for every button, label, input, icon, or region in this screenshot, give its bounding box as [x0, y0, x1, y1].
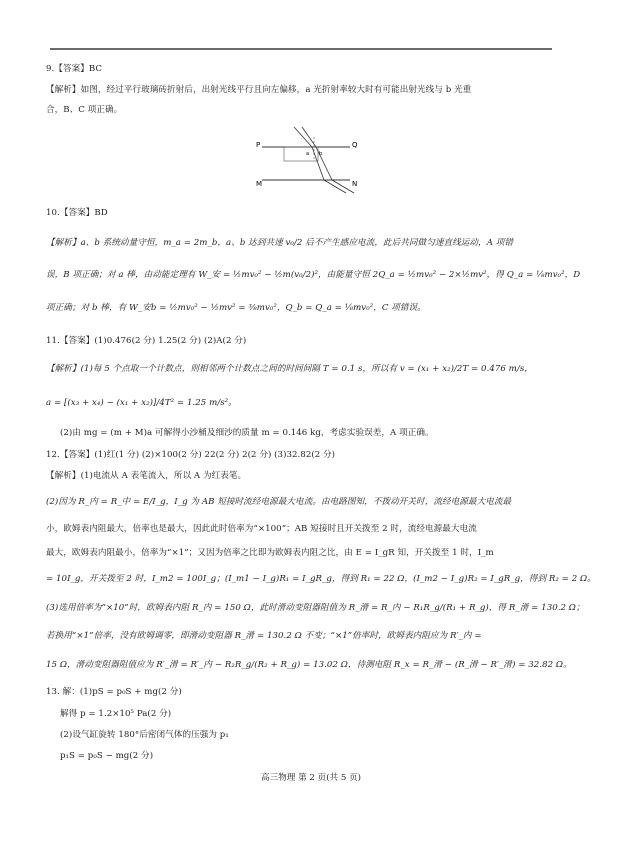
solution-13-d: p₁S = p₀S − mg(2 分) [60, 751, 154, 761]
analysis-12-d: 最大，欧姆表内阻最小，倍率为“×1”；又因为倍率之比即为欧姆表内阻之比，由 E = I_gR 知，开关拨至 1 时，I_m [46, 548, 494, 558]
analysis-9-b: 合，B、C 项正确。 [46, 105, 123, 115]
analysis-12-g: 若换用“×1”倍率，没有欧姆调零，即滑动变阻器 R_滑 = 130.2 Ω 不变；“×1”倍率时，欧姆表内阻应为 R′_内 = [46, 631, 482, 641]
analysis-10-c: 项正确；对 b 棒，有 W_安b = ½mv₀² − ½mv² = ⅜mv₀²，Q_b = Q_a = ⅛mv₀²，C 项错误。 [46, 303, 426, 313]
analysis-12-c: 小，欧姆表内阻最大，倍率也是最大，因此此时倍率为“×100”；AB 短接时且开关拨至 2 时，流经电源最大电流 [46, 524, 477, 534]
analysis-12-e: = 10I_g，开关拨至 2 时，I_m2 = 100I_g；(I_m1 − I_g)R₁ = I_gR_g，得到 R₁ = 22 Ω，(I_m2 − I_g)R₂ = I_gR_g，得到 R₂ = 2 Ω。 [46, 574, 596, 584]
analysis-12-h: 15 Ω，滑动变阻器阻值应为 R′_滑 = R′_内 − R₂R_g/(R₂ + R_g) = 13.02 Ω，待测电阻 R_x = R_滑 − (R_滑 − R′_滑) = 32.82 Ω。 [46, 660, 572, 670]
label-m: M [256, 180, 263, 188]
top-rule [50, 48, 552, 50]
answer-9: 9.【答案】BC [46, 64, 103, 74]
solution-13-b: 解得 p = 1.2×10⁵ Pa(2 分) [60, 709, 172, 719]
analysis-9: 【解析】如图，经过平行玻璃砖折射后，出射光线平行且向左偏移，a 光折射率较大时有可能出射光线与 b 光重 [46, 85, 472, 95]
page-footer: 高三物理 第 2 页(共 5 页) [260, 773, 362, 783]
answer-12: 12.【答案】(1)红(1 分) (2)×100(2 分) 22(2 分) 2(2 分) (3)32.82(2 分) [46, 450, 336, 460]
analysis-11-b: a = [(x₃ + x₄) − (x₁ + x₂)]/4T² = 1.25 m/s²。 [46, 398, 237, 408]
solution-13-c: (2)设气缸旋转 180°后密闭气体的压强为 p₁ [60, 730, 229, 740]
analysis-10: 【解析】a、b 系统动量守恒，m_a = 2m_b，a、b 达到共速 v₀/2 后不产生感应电流，此后共同做匀速直线运动，A 项错 [46, 238, 514, 248]
analysis-11: 【解析】(1)每 5 个点取一个计数点，则相邻两个计数点之间的时间间隔 T = 0.1 s，所以有 v = (x₁ + x₂)/2T = 0.476 m/s， [46, 364, 533, 374]
analysis-12-b: (2)因为 R_内 = R_中 = E/I_g，I_g 为 AB 短接时流经电源最大电流。由电路图知，不拨动开关时，流经电源最大电流最 [46, 497, 512, 507]
analysis-12: 【解析】(1)电流从 A 表笔流入，所以 A 为红表笔。 [46, 471, 247, 481]
answer-10: 10.【答案】BD [46, 208, 108, 218]
analysis-11-c: (2)由 mg = (m + M)a 可解得小沙桶及细沙的质量 m = 0.146 kg，考虑实验误差，A 项正确。 [60, 428, 434, 438]
answer-11: 11.【答案】(1)0.476(2 分) 1.25(2 分) (2)A(2 分) [46, 336, 247, 346]
label-n: N [352, 180, 358, 188]
glass-slab-diagram [254, 125, 364, 195]
label-a: a [306, 151, 310, 157]
analysis-10-b: 误，B 项正确；对 a 棒，由动能定理有 W_安 = ½mv₀² − ½m(v₀/2)²，由能量守恒 2Q_a = ½mv₀² − 2×½mv²，得 Q_a = ⅛mv₀²，D [46, 270, 581, 280]
analysis-12-f: (3)选用倍率为“×10”时，欧姆表内阻 R_内 = 150 Ω，此时滑动变阻器阻值为 R_滑 = R_内 − R₁R_g/(R₁ + R_g)，得 R_滑 = 130.2 Ω； [46, 603, 585, 613]
label-q: Q [352, 141, 358, 149]
label-p: P [256, 141, 261, 149]
solution-13: 13. 解：(1)pS = p₀S + mg(2 分) [46, 687, 182, 697]
label-b: b [319, 151, 323, 157]
